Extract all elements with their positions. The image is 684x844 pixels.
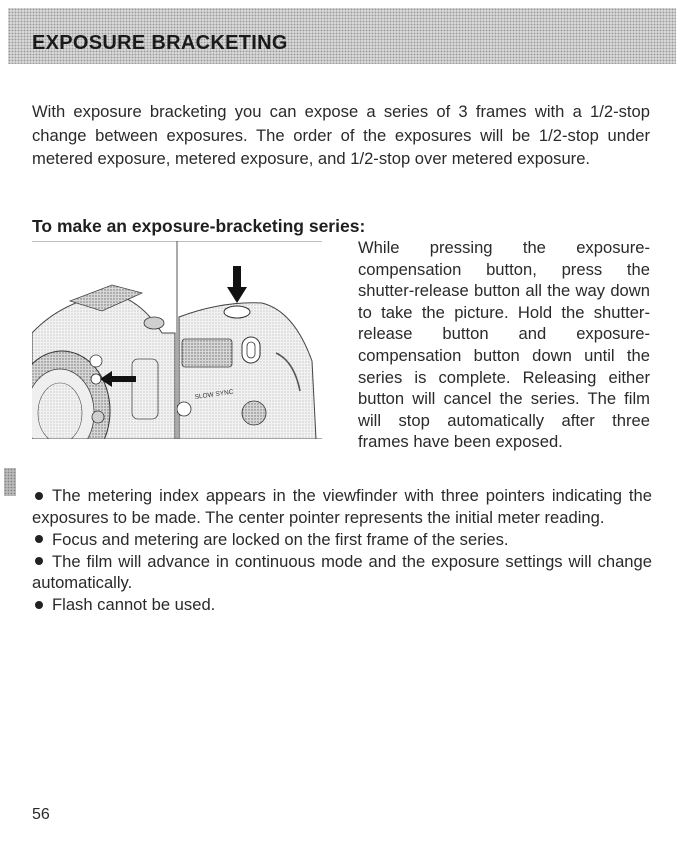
camera-illustration (32, 241, 322, 439)
procedure-instructions: While pressing the exposure-compensation button, press the shutter-release button all the way down to take the picture. Hold the shutter-release button and exposure-compensation button down until the series is complete. Releasing either button will cancel the series. The film will stop automatically after three frames have been exposed. (358, 238, 650, 452)
camera-grip-view (177, 266, 316, 439)
bullet-icon (35, 557, 43, 565)
notes-list (32, 485, 652, 616)
section-banner (8, 8, 676, 64)
intro-paragraph: With exposure bracketing you can expose a series of 3 frames with a 1/2-stop change between exposures. The order of the exposures will be 1/2-stop under metered exposure, metered exposure, and 1/2-stop over metered exposure. (32, 102, 650, 168)
procedure-heading: To make an exposure-bracketing series: (32, 216, 366, 236)
page-number: 56 (32, 806, 50, 823)
arrow-shutter-release-icon (227, 266, 247, 303)
bullet-icon (35, 492, 43, 500)
margin-marker (4, 468, 16, 496)
slow-sync-label: SLOW SYNC (194, 388, 234, 401)
list-item: Focus and metering are locked on the first frame of the series. (32, 529, 652, 551)
bullet-icon (35, 601, 43, 609)
list-item: The metering index appears in the viewfinder with three pointers indicating the exposures to be made. The center pointer represents the initial meter reading. (32, 486, 652, 527)
list-item: Flash cannot be used. (32, 594, 652, 616)
page-title: EXPOSURE BRACKETING (32, 32, 288, 54)
bullet-icon (35, 535, 43, 543)
list-item: The film will advance in continuous mode and the exposure settings will change automatically. (32, 551, 652, 592)
camera-front-view (32, 285, 175, 439)
